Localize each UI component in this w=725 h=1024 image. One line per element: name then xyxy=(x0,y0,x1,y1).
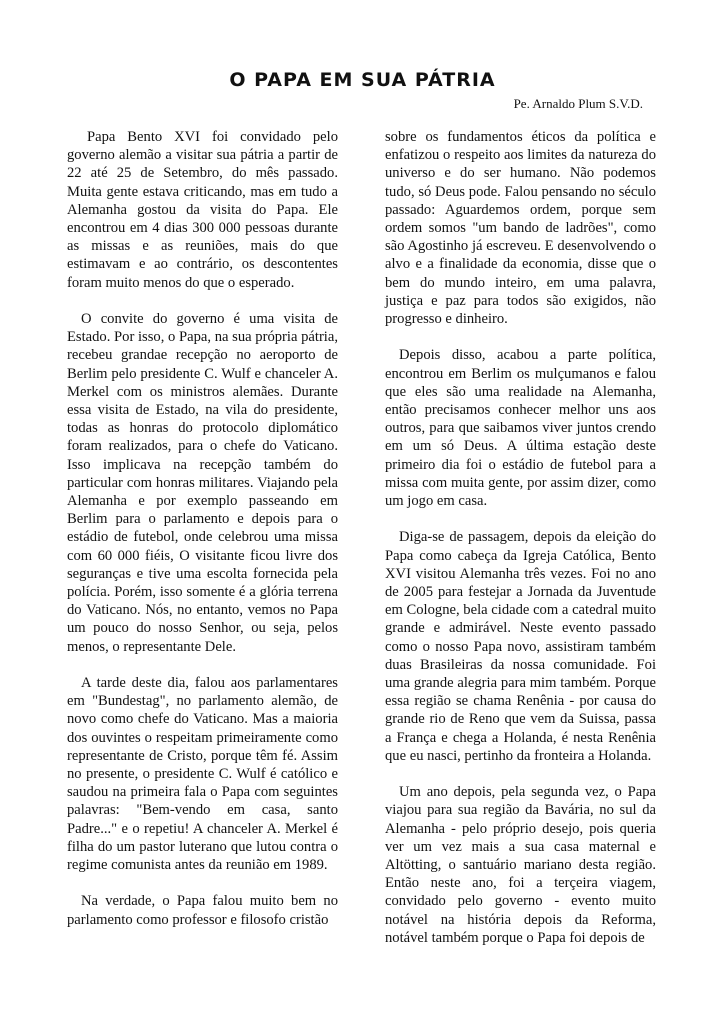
left-column xyxy=(67,128,338,947)
article-title: O PAPA EM SUA PÁTRIA xyxy=(229,69,496,91)
paragraph: A tarde deste dia, falou aos parlamentares em "Bundestag", no parlamento alemão, de novo como chefe do Vaticano. Mas a maioria dos ouvintes o respeitam primeiramente como representante de Cristo, porque têm fé. Assim no presente, o presidente C. Wulf é católico e saudou na primeira fala o Papa com seguintes palavras: "Bem-vendo em casa, santo Padre..." e o repetiu! A chanceler A. Merkel é filha do um pastor luterano que lutou contra o regime comunista antes da reunião em 1989. xyxy=(67,675,338,874)
paragraph: sobre os fundamentos éticos da política e enfatizou o respeito aos limites da natureza do universo e do ser humano. Não podemos tudo, só Deus pode. Falou pensando no século passado: Aguardemos ordem, porque sem ordem somos "um bando de ladrões", como são Agostinho já escreveu. E desenvolvendo o alvo e a finalidade da economia, disse que o bem do mundo inteiro, em uma palavra, justiça e paz para todos são exigidos, não progresso e dinheiro. xyxy=(385,129,656,328)
paragraph: Na verdade, o Papa falou muito bem no parlamento como professor e filosofo cristão xyxy=(67,893,338,928)
paragraph: Diga-se de passagem, depois da eleição do Papa como cabeça da Igreja Católica, Bento XVI visitou Alemanha três vezes. Foi no ano de 2005 para festejar a Jornada da Juventude em Cologne, bela cidade com a catedral muito grande e admirável. Neste evento passado como o nosso Papa novo, assistiram também duas Brasileiras da nossa comunidade. Foi uma grande alegria para mim também. Porque essa região se chama Renênia - por causa do grande rio de Reno que vem da Suissa, passa a França e chega a Holanda, é nesta Renênia que eu nasci, pertinho da fronteira a Holanda. xyxy=(385,529,656,764)
paragraph: O convite do governo é uma visita de Estado. Por isso, o Papa, na sua própria pátria, recebeu grandae recepção no aeroporto de Berlim pelo presidente C. Wulf e chanceler A. Merkel com os ministros alemães. Durante essa visita de Estado, na vila do presidente, todas as honras do protocolo diplomático foram realizados, para o chefe do Vaticano. Isso implicava na recepção também do particular com honras militares. Viajando pela Alemanha e por exemplo passeando em Berlim para o parlamento e depois para o estádio de futebol, onde celebrou uma missa com 60 000 fiéis, O visitante ficou livre dos seguranças e tive uma escolta fornecida pela polícia. Porém, isso somente é a glória terrena do Vaticano. Nós, no entanto, vemos no Papa um pouco do nosso Senhor, ou seja, pelos menos, o representante Dele. xyxy=(67,311,338,655)
paragraph: Depois disso, acabou a parte política, encontrou em Berlim os mulçumanos e falou que eles são uma realidade na Alemanha, então precisamos conhecer melhor uns aos outros, para que saibamos viver juntos crendo em um só Deus. A última estação deste primeiro dia foi o estádio de futebol para a missa com muita gente, por assim dizer, como um jogo em casa. xyxy=(385,347,656,510)
article-author: Pe. Arnaldo Plum S.V.D. xyxy=(513,96,643,111)
paragraph: Um ano depois, pela segunda vez, o Papa viajou para sua região da Bavária, no sul da Alemanha - pelo próprio desejo, pois queria ver um vez mais a sua casa maternal e Altötting, o santuário mariano desta região. Então neste ano, foi a terçeira viagem, convidado pelo governo - evento muito notável na história depois da Reforma, notável também porque o Papa foi depois de xyxy=(385,784,656,946)
paragraph: Papa Bento XVI foi convidado pelo governo alemão a visitar sua pátria a partir de 22 até 25 de Setembro, do mês passado. Muita gente estava criticando, mas em tudo a Alemanha gostou da visita do Papa. Ele encontrou em 4 dias 300 000 pessoas durante as missas e as reuniões, mais do que estimavam e ao contrário, os descontentes foram muito menos do que o esperado. xyxy=(67,129,338,291)
right-column xyxy=(385,128,656,965)
